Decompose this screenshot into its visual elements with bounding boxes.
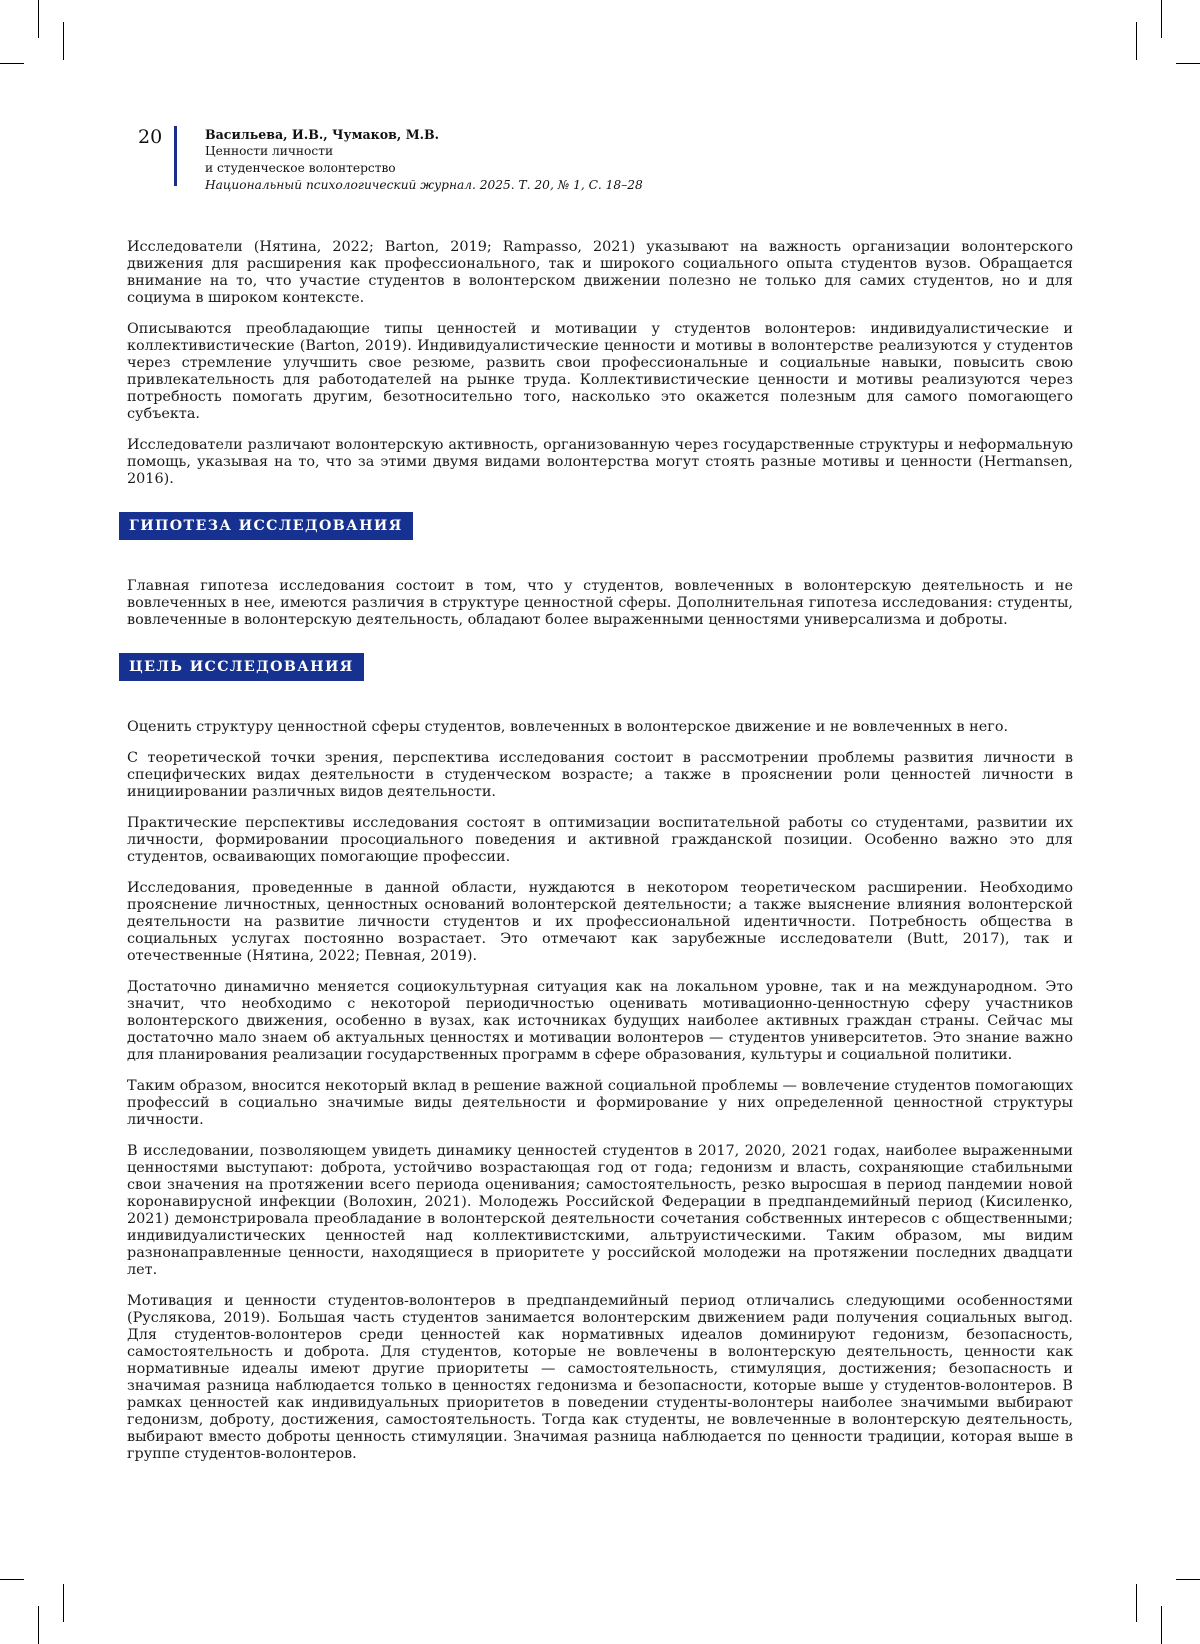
paragraph: Достаточно динамично меняется социокультурная ситуация как на локальном уровне, так и на международном. Это значит, что необходимо с некоторой периодичностью оценивать мотивационно-ценностную сферу участников волонтерского движения, особенно в вузах, как источниках будущих наиболее активных граждан страны. Сейчас мы достаточно мало знаем об актуальных ценностях и мотивации волонтеров — студентов университетов. Это знание важно для планирования реализации государственных программ в сфере образования, культуры и социальной политики. bbox=[127, 979, 1073, 1064]
section-heading: ЦЕЛЬ ИССЛЕДОВАНИЯ bbox=[119, 653, 364, 681]
crop-mark bbox=[1176, 63, 1200, 64]
crop-mark bbox=[1136, 1584, 1137, 1622]
paragraph: Практические перспективы исследования состоят в оптимизации воспитательной работы со студентами, развитии их личности, формировании просоциального поведения и активной гражданской позиции. Особенно важно это для студентов, осваивающих помогающие профессии. bbox=[127, 815, 1073, 866]
crop-mark bbox=[38, 0, 39, 38]
page-number: 20 bbox=[138, 126, 174, 194]
running-header bbox=[138, 126, 643, 194]
crop-mark bbox=[63, 1584, 64, 1622]
paragraph: Описываются преобладающие типы ценностей и мотивации у студентов волонтеров: индивидуалистические и коллективистические (Barton, 2019). Индивидуалистические ценности и мотивы в волонтерстве реализуются у студентов через стремление улучшить свое резюме, развить свои профессиональные и социальные навыки, повысить свою привлекательность для работодателей на рынке труда. Коллективистические ценности и мотивы реализуются через потребность помогать другим, безотносительно того, насколько это окажется полезным для самого помогающего субъекта. bbox=[127, 321, 1073, 423]
paragraph: Исследования, проведенные в данной области, нуждаются в некотором теоретическом расширении. Необходимо прояснение личностных, ценностных оснований волонтерской деятельности; а также выяснение влияния волонтерской деятельности на развитие личности студентов и их профессиональной идентичности. Потребность общества в социальных услугах постоянно возрастает. Это отмечают как зарубежные исследователи (Butt, 2017), так и отечественные (Нятина, 2022; Певная, 2019). bbox=[127, 880, 1073, 965]
crop-mark bbox=[1161, 1606, 1162, 1644]
paragraph: Исследователи (Нятина, 2022; Barton, 2019; Rampasso, 2021) указывают на важность организации волонтерского движения для расширения как профессионального, так и широкого социального опыта студентов вузов. Обращается внимание на то, что участие студентов в волонтерском движении полезно не только для самих студентов, но и для социума в широком контексте. bbox=[127, 239, 1073, 307]
header-citation bbox=[205, 126, 643, 194]
section-heading: ГИПОТЕЗА ИССЛЕДОВАНИЯ bbox=[119, 512, 413, 540]
paragraph: Таким образом, вносится некоторый вклад в решение важной социальной проблемы — вовлечение студентов помогающих профессий в социально значимые виды деятельности и формирование у них определенной ценностной структуры личности. bbox=[127, 1078, 1073, 1129]
section-goal-body bbox=[127, 719, 1073, 1463]
section-hypothesis-body bbox=[127, 578, 1073, 629]
crop-mark bbox=[0, 63, 24, 64]
header-title-line2: и студенческое волонтерство bbox=[205, 160, 643, 177]
crop-mark bbox=[1161, 0, 1162, 38]
paragraph: Главная гипотеза исследования состоит в том, что у студентов, вовлеченных в волонтерскую деятельность и не вовлеченных в нее, имеются различия в структуре ценностной сферы. Дополнительная гипотеза исследования: студенты, вовлеченные в волонтерскую деятельность, обладают более выраженными ценностями универсализма и доброты. bbox=[127, 578, 1073, 629]
crop-mark bbox=[0, 1579, 24, 1580]
crop-mark bbox=[1176, 1579, 1200, 1580]
paragraph: Исследователи различают волонтерскую активность, организованную через государственные структуры и неформальную помощь, указывая на то, что за этими двумя видами волонтерства могут стоять разные мотивы и ценности (Hermansen, 2016). bbox=[127, 437, 1073, 488]
crop-mark bbox=[63, 22, 64, 60]
crop-mark bbox=[38, 1606, 39, 1644]
section-hypothesis bbox=[119, 512, 1073, 540]
paragraph: С теоретической точки зрения, перспектива исследования состоит в рассмотрении проблемы развития личности в специфических видах деятельности в студенческом возрасте; а также в прояснении роли ценностей личности в инициировании различных видов деятельности. bbox=[127, 750, 1073, 801]
header-journal: Национальный психологический журнал. 2025. Т. 20, № 1, С. 18–28 bbox=[205, 177, 643, 194]
article-body bbox=[127, 239, 1073, 1477]
header-divider bbox=[174, 126, 177, 186]
paragraph: В исследовании, позволяющем увидеть динамику ценностей студентов в 2017, 2020, 2021 годах, наиболее выраженными ценностями выступают: доброта, устойчиво возрастающая год от года; гедонизм и власть, сохраняющие стабильными свои значения на протяжении всего периода оценивания; самостоятельность, резко выросшая в период пандемии новой коронавирусной инфекции (Волохин, 2021). Молодежь Российской Федерации в предпандемийный период (Кисиленко, 2021) демонстрировала преобладание в волонтерской деятельности сочетания собственных интересов с общественными; индивидуалистических ценностей над коллективистскими, альтруистическими. Таким образом, мы видим разнонаправленные ценности, находящиеся в приоритете у российской молодежи на протяжении последних двадцати лет. bbox=[127, 1143, 1073, 1279]
header-title-line1: Ценности личности bbox=[205, 143, 643, 160]
header-authors: Васильева, И.В., Чумаков, М.В. bbox=[205, 126, 643, 143]
paragraph: Мотивация и ценности студентов-волонтеров в предпандемийный период отличались следующими особенностями (Руслякова, 2019). Большая часть студентов занимается волонтерским движением ради получения социальных выгод. Для студентов-волонтеров среди ценностей как нормативных идеалов доминируют гедонизм, безопасность, самостоятельность и доброта. Для студентов, которые не вовлечены в волонтерскую деятельность, ценности как нормативные идеалы имеют другие приоритеты — самостоятельность, стимуляция, достижения; безопасность и значимая разница наблюдается только в ценностях гедонизма и безопасности, которые выше у студентов-волонтеров. В рамках ценностей как индивидуальных приоритетов в поведении студенты-волонтеры наиболее значимыми выбирают гедонизм, доброту, достижения, самостоятельность. Тогда как студенты, не вовлеченные в волонтерскую деятельность, выбирают вместо доброты ценность стимуляции. Значимая разница наблюдается по ценности традиции, которая выше в группе студентов-волонтеров. bbox=[127, 1293, 1073, 1463]
crop-mark bbox=[1136, 22, 1137, 60]
section-goal bbox=[119, 653, 1073, 681]
paragraph: Оценить структуру ценностной сферы студентов, вовлеченных в волонтерское движение и не вовлеченных в него. bbox=[127, 719, 1073, 736]
